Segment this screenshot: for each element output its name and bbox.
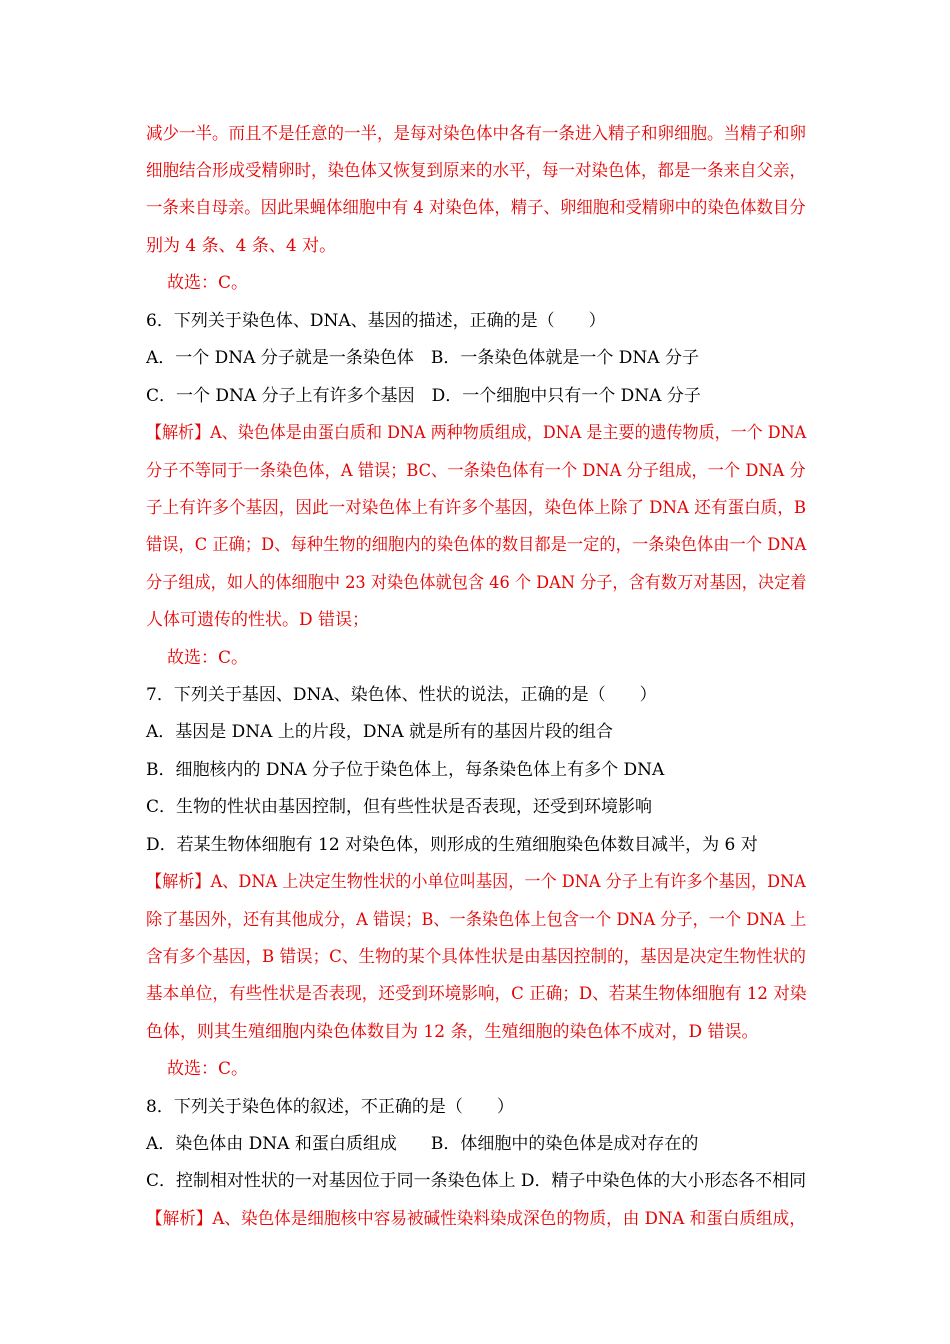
q5-analysis-line-1: 减少一半。而且不是任意的一半，是每对染色体中各有一条进入精子和卵细胞。当精子和卵 — [146, 124, 807, 144]
q6-analysis-line-1: 【解析】A、染色体是由蛋白质和 DNA 两种物质组成，DNA 是主要的遗传物质，一个 DNA — [146, 423, 807, 443]
q7-stem: 7．下列关于基因、DNA、染色体、性状的说法，正确的是（ ） — [146, 685, 657, 705]
q7-analysis-line-5: 色体，则其生殖细胞内染色体数目为 12 条，生殖细胞的染色体不成对，D 错误。 — [146, 1022, 759, 1042]
q6-analysis-line-6: 人体可遗传的性状。D 错误； — [146, 610, 370, 630]
q6-answer: 故选：C。 — [167, 648, 249, 668]
q8-stem: 8．下列关于染色体的叙述，不正确的是（ ） — [146, 1097, 514, 1117]
q7-analysis-line-3: 含有多个基因，B 错误；C、生物的某个具体性状是由基因控制的，基因是决定生物性状的 — [146, 947, 806, 967]
q7-answer: 故选：C。 — [167, 1059, 249, 1079]
q7-option-d: D．若某生物体细胞有 12 对染色体，则形成的生殖细胞染色体数目减半，为 6 对 — [146, 835, 758, 855]
q7-analysis-line-2: 除了基因外，还有其他成分，A 错误；B、一条染色体上包含一个 DNA 分子，一个 DNA 上 — [146, 910, 807, 930]
q6-analysis-line-2: 分子不等同于一条染色体，A 错误；BC、一条染色体有一个 DNA 分子组成，一个 DNA 分 — [146, 461, 806, 481]
q5-answer: 故选：C。 — [167, 273, 249, 293]
q5-analysis-line-3: 一条来自母亲。因此果蝇体细胞中有 4 对染色体，精子、卵细胞和受精卵中的染色体数目分 — [146, 198, 806, 218]
q6-analysis-line-3: 子上有许多个基因，因此一对染色体上有许多个基因，染色体上除了 DNA 还有蛋白质，B — [146, 498, 807, 518]
q7-option-b: B．细胞核内的 DNA 分子位于染色体上，每条染色体上有多个 DNA — [146, 760, 665, 780]
q7-option-c: C．生物的性状由基因控制，但有些性状是否表现，还受到环境影响 — [146, 797, 653, 817]
q6-option-line-1: A．一个 DNA 分子就是一条染色体 B．一条染色体就是一个 DNA 分子 — [146, 348, 699, 368]
q6-option-line-2: C．一个 DNA 分子上有许多个基因 D．一个细胞中只有一个 DNA 分子 — [146, 386, 701, 406]
q7-option-a: A．基因是 DNA 上的片段，DNA 就是所有的基因片段的组合 — [146, 722, 614, 742]
q6-stem: 6．下列关于染色体、DNA、基因的描述，正确的是（ ） — [146, 311, 606, 331]
q5-analysis-line-4: 别为 4 条、4 条、4 对。 — [146, 236, 337, 256]
q7-analysis-line-1: 【解析】A、DNA 上决定生物性状的小单位叫基因，一个 DNA 分子上有许多个基因，DNA — [146, 872, 806, 892]
q7-analysis-line-4: 基本单位，有些性状是否表现，还受到环境影响，C 正确；D、若某生物体细胞有 12 对染 — [146, 984, 807, 1004]
q5-analysis-line-2: 细胞结合形成受精卵时，染色体又恢复到原来的水平，每一对染色体，都是一条来自父亲， — [146, 161, 807, 181]
q8-analysis-line-1: 【解析】A、染色体是细胞核中容易被碱性染料染成深色的物质，由 DNA 和蛋白质组成， — [146, 1209, 806, 1229]
q8-option-line-2: C．控制相对性状的一对基因位于同一条染色体上 D．精子中染色体的大小形态各不相同 — [146, 1171, 807, 1191]
q6-analysis-line-5: 分子组成，如人的体细胞中 23 对染色体就包含 46 个 DAN 分子，含有数万对基因，决定着 — [146, 573, 807, 593]
q6-analysis-line-4: 错误，C 正确；D、每种生物的细胞内的染色体的数目都是一定的，一条染色体由一个 DNA — [146, 535, 807, 555]
q8-option-line-1: A．染色体由 DNA 和蛋白质组成 B．体细胞中的染色体是成对存在的 — [146, 1134, 699, 1154]
